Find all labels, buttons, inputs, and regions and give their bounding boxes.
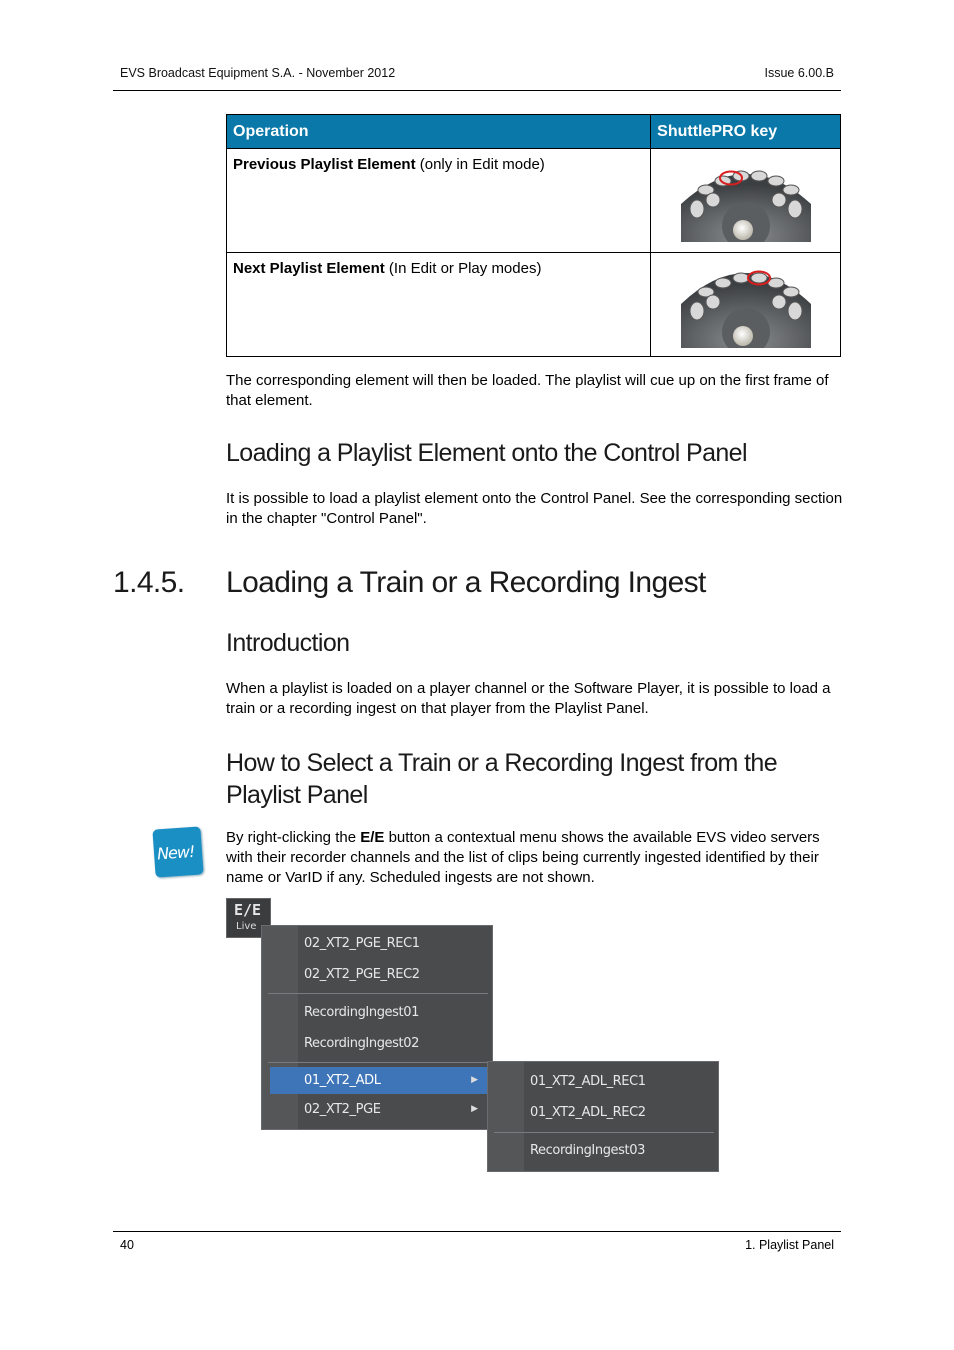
menu-item-ingest[interactable]: RecordingIngest01 [304, 1005, 419, 1020]
operation-name: Previous Playlist Element [233, 156, 416, 173]
footer-chapter: 1. Playlist Panel [745, 1238, 834, 1252]
operation-note: (In Edit or Play modes) [384, 260, 542, 277]
table-cell-key [651, 149, 841, 253]
menu-item-recorder[interactable]: 02_XT2_PGE_REC1 [304, 936, 420, 951]
section-title: Loading a Train or a Recording Ingest [226, 566, 706, 599]
submenu-item-recorder[interactable]: 01_XT2_ADL_REC1 [530, 1074, 646, 1089]
shuttlepro-image [679, 256, 813, 348]
submenu-item-recorder[interactable]: 01_XT2_ADL_REC2 [530, 1105, 646, 1120]
table-cell-key [651, 253, 841, 357]
table-cell-operation [227, 253, 651, 357]
para-text: button a contextual menu shows the available EVS video servers with their recorder channels and the list of clips being currently ingested identified by their name or VarID if any. Scheduled ingests are not shown. [226, 829, 820, 886]
submenu-arrow-icon: ▶ [471, 1103, 478, 1113]
context-submenu [487, 1061, 719, 1172]
menu-item-recorder[interactable]: 02_XT2_PGE_REC2 [304, 967, 420, 982]
heading-line: Playlist Panel [226, 781, 368, 809]
para-text: By right-clicking the [226, 829, 361, 846]
operation-note: (only in Edit mode) [415, 156, 545, 173]
table-header-row [227, 115, 841, 149]
header-left: EVS Broadcast Equipment S.A. - November 2012 [120, 66, 396, 80]
subsection-heading: Loading a Playlist Element onto the Control Panel [226, 439, 747, 467]
table-header-operation: Operation [227, 115, 651, 149]
live-label: Live [236, 921, 257, 932]
submenu-item-ingest[interactable]: RecordingIngest03 [530, 1143, 645, 1158]
shuttlepro-image [679, 154, 813, 242]
body-paragraph: It is possible to load a playlist element onto the Control Panel. See the corresponding section in the chapter "Control Panel". [226, 490, 843, 527]
context-menu [261, 925, 493, 1130]
page-number: 40 [120, 1238, 134, 1252]
header-right: Issue 6.00.B [764, 66, 834, 80]
new-badge-text: New! [156, 841, 195, 864]
menu-separator [494, 1132, 714, 1133]
table-row [227, 149, 841, 253]
menu-item-server-adl[interactable]: 01_XT2_ADL [304, 1073, 381, 1088]
ee-label: E/E [234, 901, 262, 919]
menu-item-ingest[interactable]: RecordingIngest02 [304, 1036, 419, 1051]
new-badge [152, 826, 203, 877]
menu-gutter [488, 1062, 524, 1171]
subsection-heading [226, 747, 777, 811]
body-paragraph: The corresponding element will then be loaded. The playlist will cue up on the first frame of that element. [226, 372, 829, 409]
table-cell-operation [227, 149, 651, 253]
submenu-arrow-icon: ▶ [471, 1074, 478, 1084]
table-row [227, 253, 841, 357]
subsection-heading: Introduction [226, 629, 350, 657]
heading-line: How to Select a Train or a Recording Ingest from the [226, 749, 778, 777]
body-paragraph [226, 828, 846, 888]
operation-name: Next Playlist Element [233, 260, 385, 277]
menu-separator [268, 1062, 488, 1063]
header-rule [113, 90, 841, 91]
section-number: 1.4.5. [113, 566, 185, 599]
menu-separator [268, 993, 488, 994]
shuttlepro-table [226, 114, 841, 357]
ee-bold: E/E [360, 829, 385, 846]
footer-rule [113, 1231, 841, 1232]
menu-gutter [262, 926, 298, 1129]
body-paragraph: When a playlist is loaded on a player channel or the Software Player, it is possible to load a train or a recording ingest on that player from the Playlist Panel. [226, 680, 831, 717]
table-header-key: ShuttlePRO key [651, 115, 841, 149]
menu-item-server-pge[interactable]: 02_XT2_PGE [304, 1102, 381, 1117]
